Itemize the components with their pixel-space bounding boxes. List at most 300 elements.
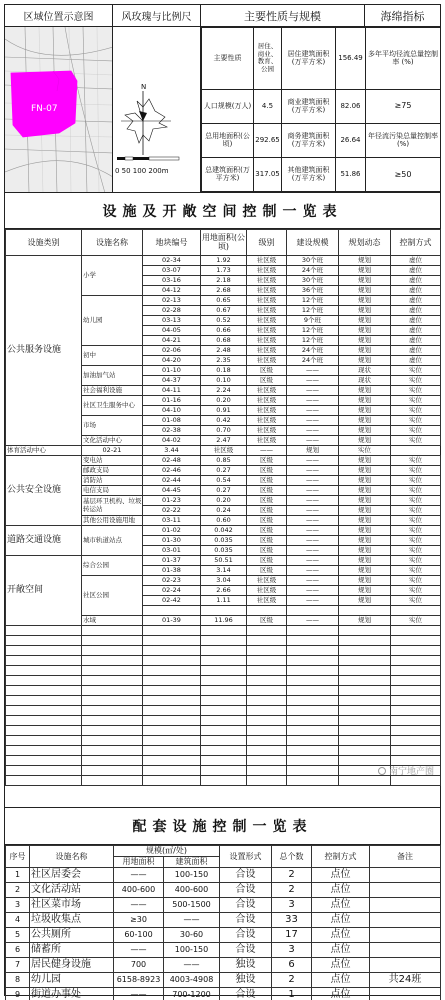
properties-table xyxy=(201,27,440,193)
empty-cell xyxy=(339,726,391,736)
facility-level: 社区级 xyxy=(247,306,287,316)
facility-level: 社区级 xyxy=(247,586,287,596)
empty-cell xyxy=(143,626,201,636)
plan-dynamic: 规划 xyxy=(339,426,391,436)
control-method: 虚位 xyxy=(391,256,441,266)
plot-code: 04-21 xyxy=(143,336,201,346)
land-area: —— xyxy=(114,988,164,1000)
facility-name: 其他公用设施用地 xyxy=(82,516,143,526)
land-area: 0.85 xyxy=(201,456,247,466)
facility-level: 社区级 xyxy=(247,436,287,446)
empty-cell xyxy=(339,646,391,656)
land-area: 0.52 xyxy=(201,316,247,326)
build-area: 500-1500 xyxy=(164,898,220,913)
compass-north-label: N xyxy=(141,83,147,91)
empty-cell xyxy=(143,696,201,706)
facility-name: 社区卫生服务中心 xyxy=(82,396,143,416)
empty-cell xyxy=(391,696,441,706)
row-number: 9 xyxy=(6,988,30,1000)
empty-cell xyxy=(247,696,287,706)
control-method: 实位 xyxy=(391,486,441,496)
plot-code: 01-23 xyxy=(143,496,201,506)
plot-code: 03-16 xyxy=(143,276,201,286)
plot-code xyxy=(143,606,201,616)
commercial-area-label: 商业建筑面积(万平方米) xyxy=(282,89,336,123)
control-method: 点位 xyxy=(312,898,370,913)
facility-category: 开敞空间 xyxy=(6,556,82,626)
setup-form: 合设 xyxy=(220,868,272,883)
col-note: 备注 xyxy=(370,846,441,868)
build-scale: —— xyxy=(287,386,339,396)
land-area: 6158-8923 xyxy=(114,973,164,988)
row-number: 1 xyxy=(6,868,30,883)
commercial-area-value: 82.06 xyxy=(336,89,366,123)
plan-dynamic: 规划 xyxy=(339,356,391,366)
control-method: 实位 xyxy=(391,516,441,526)
control-method: 虚位 xyxy=(391,276,441,286)
land-area: 0.10 xyxy=(201,376,247,386)
total-land-label: 总用地面积(公顷) xyxy=(202,123,254,157)
supporting-name: 文化活动站 xyxy=(30,883,114,898)
build-scale: 12个班 xyxy=(287,306,339,316)
plot-code: 01-37 xyxy=(143,556,201,566)
control-method: 点位 xyxy=(312,913,370,928)
empty-cell xyxy=(287,756,339,766)
empty-cell xyxy=(287,676,339,686)
build-scale: —— xyxy=(287,456,339,466)
facility-level: 区级 xyxy=(247,376,287,386)
empty-cell xyxy=(391,666,441,676)
plot-code: 04-37 xyxy=(143,376,201,386)
plot-code: 02-06 xyxy=(143,346,201,356)
empty-cell xyxy=(339,776,391,786)
total-count: 2 xyxy=(272,883,312,898)
empty-row xyxy=(6,766,441,776)
empty-cell xyxy=(287,746,339,756)
empty-cell xyxy=(143,686,201,696)
land-area: 0.68 xyxy=(201,336,247,346)
facility-name: 社会福利设施 xyxy=(82,386,143,396)
total-count: 3 xyxy=(272,943,312,958)
control-method: 实位 xyxy=(391,496,441,506)
empty-cell xyxy=(287,626,339,636)
plot-code: 02-44 xyxy=(143,476,201,486)
plot-code: 02-23 xyxy=(143,576,201,586)
plot-code: 03-13 xyxy=(143,316,201,326)
empty-cell xyxy=(6,716,82,726)
col-land-area: 用地面积 xyxy=(114,857,164,868)
facility-row xyxy=(6,526,441,536)
land-area: 0.035 xyxy=(201,546,247,556)
empty-cell xyxy=(247,636,287,646)
land-area: —— xyxy=(114,943,164,958)
control-method: 实位 xyxy=(391,556,441,566)
population-label: 人口规模(万人) xyxy=(202,89,254,123)
supporting-name: 社区菜市场 xyxy=(30,898,114,913)
build-scale: 36个班 xyxy=(287,286,339,296)
land-area: —— xyxy=(114,868,164,883)
total-build-label: 总建筑面积(万平方米) xyxy=(202,157,254,191)
facility-category: 道路交通设施 xyxy=(6,526,82,556)
empty-cell xyxy=(6,626,82,636)
empty-cell xyxy=(201,696,247,706)
control-method: 虚位 xyxy=(391,356,441,366)
supporting-header-row xyxy=(6,846,441,857)
build-scale: 30个班 xyxy=(287,276,339,286)
plan-dynamic: 规划 xyxy=(339,306,391,316)
empty-cell xyxy=(339,676,391,686)
supporting-name: 街道办事处 xyxy=(30,988,114,1000)
build-scale: —— xyxy=(287,436,339,446)
empty-cell xyxy=(391,686,441,696)
empty-cell xyxy=(143,646,201,656)
plan-dynamic: 规划 xyxy=(339,386,391,396)
empty-cell xyxy=(143,636,201,646)
plan-dynamic: 规划 xyxy=(339,296,391,306)
empty-cell xyxy=(143,776,201,786)
plan-dynamic: 规划 xyxy=(339,576,391,586)
scale-bar-label: 0 50 100 200m xyxy=(115,167,169,175)
land-area: 0.91 xyxy=(201,406,247,416)
facility-level: 社区级 xyxy=(201,446,247,456)
land-area: 60-100 xyxy=(114,928,164,943)
land-area: ≥30 xyxy=(114,913,164,928)
facility-level: 社区级 xyxy=(247,286,287,296)
plan-dynamic: 规划 xyxy=(339,556,391,566)
empty-cell xyxy=(143,766,201,776)
supporting-title: 配套设施控制一览表 xyxy=(5,807,440,845)
empty-cell xyxy=(82,736,143,746)
empty-cell xyxy=(339,626,391,636)
control-method: 实位 xyxy=(391,366,441,376)
plot-code: 01-30 xyxy=(143,536,201,546)
build-scale: —— xyxy=(287,546,339,556)
empty-cell xyxy=(247,676,287,686)
empty-cell xyxy=(82,726,143,736)
empty-cell xyxy=(391,656,441,666)
land-area: 2.18 xyxy=(201,276,247,286)
note xyxy=(370,943,441,958)
control-method: 实位 xyxy=(391,506,441,516)
plot-code: 01-16 xyxy=(143,396,201,406)
watermark-icon xyxy=(378,767,386,775)
empty-cell xyxy=(6,676,82,686)
facility-name: 消防站 xyxy=(82,476,143,486)
plan-dynamic: 现状 xyxy=(339,366,391,376)
build-scale: —— xyxy=(287,486,339,496)
nature-value: 居住、商业、教育、公园 xyxy=(254,28,282,90)
control-method: 实位 xyxy=(391,386,441,396)
facility-level: 区级 xyxy=(247,486,287,496)
build-scale: 24个班 xyxy=(287,346,339,356)
supporting-row xyxy=(6,973,441,988)
build-scale: —— xyxy=(287,576,339,586)
facility-level: 区级 xyxy=(247,556,287,566)
empty-cell xyxy=(82,746,143,756)
empty-cell xyxy=(391,636,441,646)
note xyxy=(370,988,441,1000)
facilities-title: 设施及开敞空间控制一览表 xyxy=(5,193,440,229)
control-method: 点位 xyxy=(312,958,370,973)
empty-cell xyxy=(247,656,287,666)
empty-cell xyxy=(82,626,143,636)
land-area: —— xyxy=(114,898,164,913)
build-scale: —— xyxy=(247,446,287,456)
land-area: 0.42 xyxy=(201,416,247,426)
col-facility-name: 设施名称 xyxy=(30,846,114,868)
build-area: 400-600 xyxy=(164,883,220,898)
supporting-name: 垃圾收集点 xyxy=(30,913,114,928)
plot-code: 02-24 xyxy=(143,586,201,596)
land-area: 0.18 xyxy=(201,366,247,376)
empty-cell xyxy=(143,676,201,686)
empty-cell xyxy=(391,776,441,786)
plan-dynamic: 规划 xyxy=(339,396,391,406)
plot-code: 01-08 xyxy=(143,416,201,426)
build-scale: —— xyxy=(287,376,339,386)
control-method: 虚位 xyxy=(391,326,441,336)
build-scale: 24个班 xyxy=(287,266,339,276)
facility-level: 社区级 xyxy=(247,406,287,416)
note xyxy=(370,928,441,943)
facility-level: 社区级 xyxy=(247,326,287,336)
supporting-name: 幼儿园 xyxy=(30,973,114,988)
facility-name: 电信支局 xyxy=(82,486,143,496)
plot-code: 01-39 xyxy=(143,616,201,626)
empty-cell xyxy=(287,726,339,736)
plot-code: 03-01 xyxy=(143,546,201,556)
col-no: 序号 xyxy=(6,846,30,868)
control-method: 实位 xyxy=(391,566,441,576)
land-area: 3.04 xyxy=(201,576,247,586)
control-method: 虚位 xyxy=(391,306,441,316)
facility-name: 变电站 xyxy=(82,456,143,466)
plot-code: 03-11 xyxy=(143,516,201,526)
supporting-name: 公共厕所 xyxy=(30,928,114,943)
build-scale: 24个班 xyxy=(287,356,339,366)
setup-form: 合设 xyxy=(220,943,272,958)
plan-dynamic: 规划 xyxy=(339,256,391,266)
empty-cell xyxy=(143,716,201,726)
col-count: 总个数 xyxy=(272,846,312,868)
supporting-name: 社区居委会 xyxy=(30,868,114,883)
plan-dynamic: 规划 xyxy=(339,326,391,336)
supporting-name: 居民健身设施 xyxy=(30,958,114,973)
empty-cell xyxy=(6,766,82,776)
empty-cell xyxy=(82,776,143,786)
facility-name: 城市轨道站点 xyxy=(82,526,143,556)
empty-cell xyxy=(391,676,441,686)
land-area: 0.27 xyxy=(201,486,247,496)
empty-cell xyxy=(143,726,201,736)
empty-cell xyxy=(391,736,441,746)
control-method: 实位 xyxy=(391,476,441,486)
plot-code: 02-46 xyxy=(143,466,201,476)
plan-dynamic: 规划 xyxy=(287,446,339,456)
plot-code: 04-12 xyxy=(143,286,201,296)
setup-form: 合设 xyxy=(220,883,272,898)
total-land-value: 292.65 xyxy=(254,123,282,157)
build-scale: —— xyxy=(287,586,339,596)
empty-cell xyxy=(82,696,143,706)
facility-level: 社区级 xyxy=(247,356,287,366)
facility-level: 区级 xyxy=(247,546,287,556)
plan-dynamic: 规划 xyxy=(339,546,391,556)
props-row xyxy=(202,157,441,191)
empty-cell xyxy=(339,636,391,646)
control-method: 实位 xyxy=(391,526,441,536)
build-scale: —— xyxy=(287,566,339,576)
props-row xyxy=(202,89,441,123)
land-area: 0.20 xyxy=(201,496,247,506)
land-area: 0.65 xyxy=(201,296,247,306)
row-number: 6 xyxy=(6,943,30,958)
facility-name: 幼儿园 xyxy=(82,296,143,346)
empty-row xyxy=(6,706,441,716)
empty-cell xyxy=(82,756,143,766)
empty-cell xyxy=(247,706,287,716)
control-method: 实位 xyxy=(391,616,441,626)
empty-cell xyxy=(201,646,247,656)
watermark-text: 南宁地产圈 xyxy=(388,767,434,777)
facility-level: 社区级 xyxy=(247,576,287,586)
land-area: 0.60 xyxy=(201,516,247,526)
facility-level: 区级 xyxy=(247,516,287,526)
empty-cell xyxy=(143,656,201,666)
empty-cell xyxy=(143,746,201,756)
total-count: 3 xyxy=(272,898,312,913)
empty-cell xyxy=(391,716,441,726)
facility-name: 邮政支局 xyxy=(82,466,143,476)
total-count: 33 xyxy=(272,913,312,928)
land-area: 2.66 xyxy=(201,586,247,596)
facility-level: 社区级 xyxy=(247,266,287,276)
build-scale: —— xyxy=(287,516,339,526)
col-build-area: 建筑面积 xyxy=(164,857,220,868)
build-area: —— xyxy=(164,958,220,973)
plot-code: 04-02 xyxy=(143,436,201,446)
setup-form: 合设 xyxy=(220,928,272,943)
supporting-row xyxy=(6,943,441,958)
empty-cell xyxy=(82,716,143,726)
empty-cell xyxy=(6,726,82,736)
empty-cell xyxy=(339,656,391,666)
empty-row xyxy=(6,756,441,766)
facility-name: 体育活动中心 xyxy=(6,446,82,456)
plan-dynamic: 规划 xyxy=(339,466,391,476)
empty-row xyxy=(6,716,441,726)
control-method: 实位 xyxy=(391,406,441,416)
control-method: 实位 xyxy=(339,446,391,456)
facility-level: 社区级 xyxy=(247,346,287,356)
control-method: 实位 xyxy=(391,396,441,406)
facility-name: 小学 xyxy=(82,256,143,296)
empty-cell xyxy=(6,706,82,716)
empty-cell xyxy=(201,766,247,776)
plot-label: FN-07 xyxy=(31,104,58,114)
rose-header: 风玫瑰与比例尺 xyxy=(113,5,201,27)
empty-cell xyxy=(247,746,287,756)
empty-cell xyxy=(143,756,201,766)
empty-cell xyxy=(201,666,247,676)
facility-level: 区级 xyxy=(247,496,287,506)
empty-row xyxy=(6,666,441,676)
plot-code: 02-28 xyxy=(143,306,201,316)
control-method: 实位 xyxy=(391,466,441,476)
setup-form: 合设 xyxy=(220,898,272,913)
empty-cell xyxy=(287,636,339,646)
control-method: 虚位 xyxy=(391,296,441,306)
build-scale: —— xyxy=(287,426,339,436)
plot-code: 02-13 xyxy=(143,296,201,306)
facility-level: 区级 xyxy=(247,536,287,546)
row-number: 8 xyxy=(6,973,30,988)
col-code: 地块编号 xyxy=(143,230,201,256)
properties-header: 主要性质与规模 xyxy=(201,5,365,27)
plot-code: 04-20 xyxy=(143,356,201,366)
empty-cell xyxy=(6,736,82,746)
sponge-header: 海绵指标 xyxy=(365,5,440,27)
empty-cell xyxy=(391,746,441,756)
control-method: 实位 xyxy=(391,426,441,436)
build-scale: 12个班 xyxy=(287,336,339,346)
total-count: 2 xyxy=(272,973,312,988)
plan-dynamic: 规划 xyxy=(339,456,391,466)
empty-cell xyxy=(201,736,247,746)
plan-dynamic: 规划 xyxy=(339,266,391,276)
row-number: 7 xyxy=(6,958,30,973)
build-scale: —— xyxy=(287,476,339,486)
plot-code: 02-38 xyxy=(143,426,201,436)
land-area: 1.92 xyxy=(201,256,247,266)
facility-row xyxy=(6,446,441,456)
total-count: 1 xyxy=(272,988,312,1000)
facility-level: 区级 xyxy=(247,616,287,626)
empty-cell xyxy=(6,686,82,696)
empty-cell xyxy=(339,746,391,756)
plot-code: 02-42 xyxy=(143,596,201,606)
build-scale: 30个班 xyxy=(287,256,339,266)
control-method: 实位 xyxy=(391,546,441,556)
empty-cell xyxy=(287,716,339,726)
build-scale: —— xyxy=(287,506,339,516)
facility-name: 社区公园 xyxy=(82,576,143,616)
col-category: 设施类别 xyxy=(6,230,82,256)
control-method: 实位 xyxy=(391,596,441,606)
plan-dynamic: 规划 xyxy=(339,536,391,546)
total-count: 2 xyxy=(272,868,312,883)
empty-cell xyxy=(82,706,143,716)
setup-form: 合设 xyxy=(220,913,272,928)
facility-level: 社区级 xyxy=(247,416,287,426)
plan-dynamic: 规划 xyxy=(339,316,391,326)
control-method: 实位 xyxy=(391,576,441,586)
supporting-row xyxy=(6,988,441,1000)
facility-level: 区级 xyxy=(247,456,287,466)
runoff-control-label: 多年平均径流总量控制率 (%) xyxy=(366,28,441,90)
empty-cell xyxy=(6,696,82,706)
empty-row xyxy=(6,636,441,646)
col-control: 控制方式 xyxy=(391,230,441,256)
pollution-control-value: ≥50 xyxy=(366,157,441,191)
control-method: 虚位 xyxy=(391,266,441,276)
empty-cell xyxy=(247,646,287,656)
build-scale: —— xyxy=(287,416,339,426)
empty-cell xyxy=(339,666,391,676)
pollution-control-label: 年径流污染总量控制率 (%) xyxy=(366,123,441,157)
col-scale: 建设规模 xyxy=(287,230,339,256)
row-number: 5 xyxy=(6,928,30,943)
